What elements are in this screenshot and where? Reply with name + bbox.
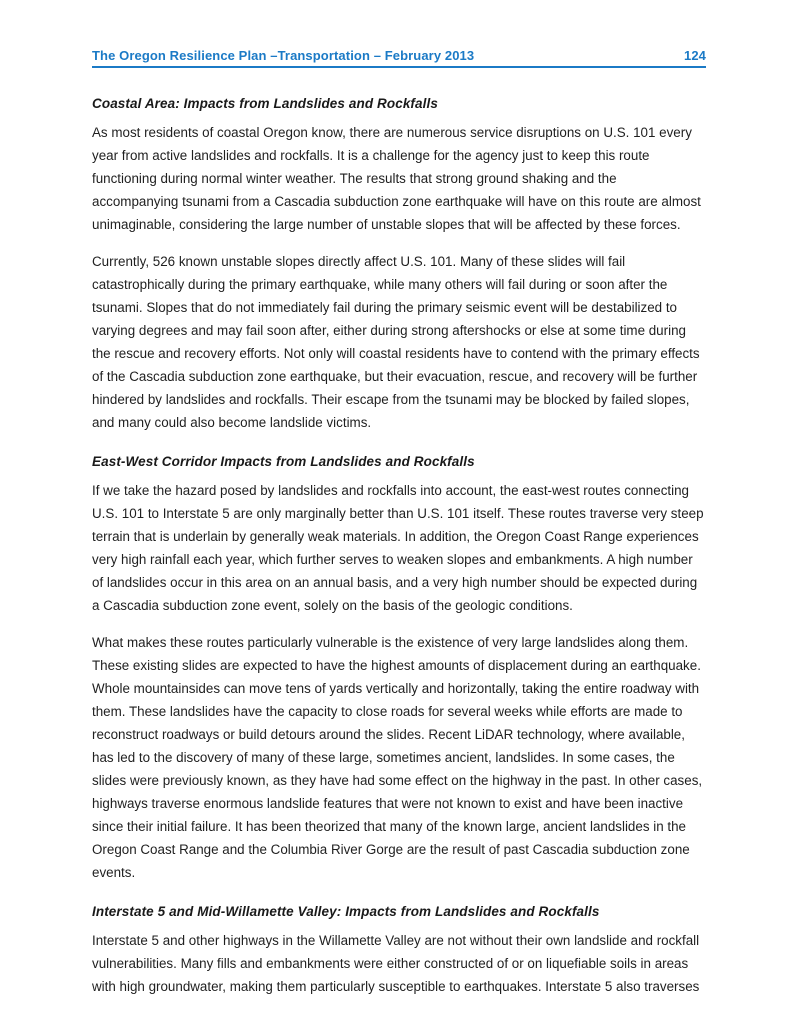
document-title: The Oregon Resilience Plan –Transportation – February 2013 [92, 48, 475, 63]
paragraph: What makes these routes particularly vulnerable is the existence of very large landslides along them. These existing slides are expected to have the highest amounts of displacement during an earthquake. Whole mountainsides can move tens of yards vertically and horizontally, taking the entire roadway with them. These landslides have the capacity to close roads for several weeks while efforts are made to reconstruct roadways or build detours around the slides. Recent LiDAR technology, where available, has led to the discovery of many of these large, sometimes ancient, landslides. In some cases, the slides were previously known, as they have had some effect on the highway in the past. In other cases, highways traverse enormous landslide features that were not known to exist and have been inactive since their initial failure. It has been theorized that many of the known large, ancient landslides in the Oregon Coast Range and the Columbia River Gorge are the result of past Cascadia subduction zone events. [92, 635, 703, 880]
section-interstate-5 [92, 904, 706, 998]
section-coastal-area [92, 96, 706, 434]
paragraph: Interstate 5 and other highways in the Willamette Valley are not without their own landslide and rockfall vulnerabilities. Many fills and embankments were either constructed of or on liquefiable soils in areas with high groundwater, making them particularly susceptible to earthquakes. Interstate 5 also traverses [92, 933, 700, 994]
paragraph: Currently, 526 known unstable slopes directly affect U.S. 101. Many of these slides will fail catastrophically during the primary earthquake, while many others will fail during or soon after the tsunami. Slopes that do not immediately fail during the primary seismic event will be destabilized to varying degrees and may fail soon after, either during strong aftershocks or else at some time during the rescue and recovery efforts. Not only will coastal residents have to contend with the primary effects of the Cascadia subduction zone earthquake, but their evacuation, rescue, and recovery will be further hindered by landslides and rockfalls. Their escape from the tsunami may be blocked by failed slopes, and many could also become landslide victims. [92, 254, 700, 430]
page-number: 124 [684, 48, 706, 63]
section-heading-east-west-corridor: East-West Corridor Impacts from Landslides and Rockfalls [92, 454, 475, 469]
paragraph: As most residents of coastal Oregon know, there are numerous service disruptions on U.S. 101 every year from active landslides and rockfalls. It is a challenge for the agency just to keep this route functioning during normal winter weather. The results that strong ground shaking and the accompanying tsunami from a Cascadia subduction zone earthquake will have on this route are almost unimaginable, considering the large number of unstable slopes that will be affected by these forces. [92, 125, 701, 232]
page-header [92, 48, 706, 68]
section-east-west-corridor [92, 454, 706, 884]
paragraph: If we take the hazard posed by landslides and rockfalls into account, the east-west routes connecting U.S. 101 to Interstate 5 are only marginally better than U.S. 101 itself. These routes traverse very steep terrain that is underlain by generally weak materials. In addition, the Oregon Coast Range experiences very high rainfall each year, which further serves to weaken slopes and embankments. A high number of landslides occur in this area on an annual basis, and a very high number should be expected during a Cascadia subduction zone event, solely on the basis of the geologic conditions. [92, 483, 704, 613]
section-heading-interstate-5: Interstate 5 and Mid-Willamette Valley: Impacts from Landslides and Rockfalls [92, 904, 600, 919]
section-heading-coastal-area: Coastal Area: Impacts from Landslides and Rockfalls [92, 96, 438, 111]
